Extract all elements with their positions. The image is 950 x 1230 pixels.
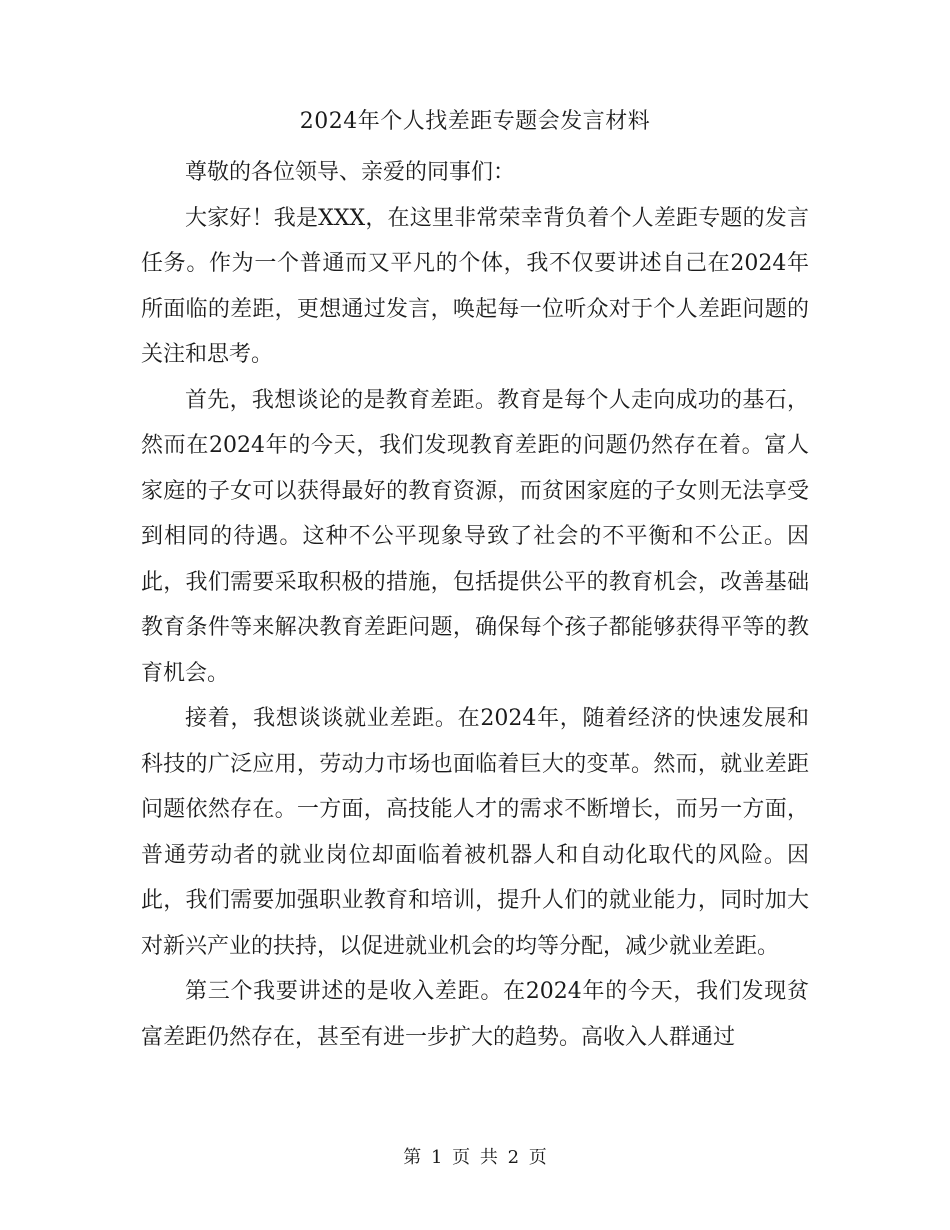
document-title: 2024年个人找差距专题会发言材料 <box>299 109 651 134</box>
employment-gap-paragraph: 接着，我想谈谈就业差距。在2024年，随着经济的快速发展和科技的广泛应用，劳动力市场也面临着巨大的变革。然而，就业差距问题依然存在。一方面，高技能人才的需求不断增长，而另一方面，普通劳动者的就业岗位却面临着被机器人和自动化取代的风险。因此，我们需要加强职业教育和培训，提升人们的就业能力，同时加大对新兴产业的扶持，以促进就业机会的均等分配，减少就业差距。 <box>141 706 809 959</box>
page-number-footer: 第 1 页 共 2 页 <box>403 1147 547 1168</box>
income-gap-paragraph: 第三个我要讲述的是收入差距。在2024年的今天，我们发现贫富差距仍然存在，甚至有进一步扩大的趋势。高收入人群通过 <box>141 979 809 1050</box>
intro-paragraph: 大家好！我是XXX，在这里非常荣幸背负着个人差距专题的发言任务。作为一个普通而又平凡的个体，我不仅要讲述自己在2024年所面临的差距，更想通过发言，唤起每一位听众对于个人差距问题的关注和思考。 <box>141 205 809 367</box>
salutation-paragraph: 尊敬的各位领导、亲爱的同事们： <box>185 160 516 185</box>
document-body <box>141 150 809 1060</box>
education-gap-paragraph: 首先，我想谈论的是教育差距。教育是每个人走向成功的基石，然而在2024年的今天，我们发现教育差距的问题仍然存在着。富人家庭的子女可以获得最好的教育资源，而贫困家庭的子女则无法享受到相同的待遇。这种不公平现象导致了社会的不平衡和不公正。因此，我们需要采取积极的措施，包括提供公平的教育机会，改善基础教育条件等来解决教育差距问题，确保每个孩子都能够获得平等的教育机会。 <box>141 387 809 686</box>
